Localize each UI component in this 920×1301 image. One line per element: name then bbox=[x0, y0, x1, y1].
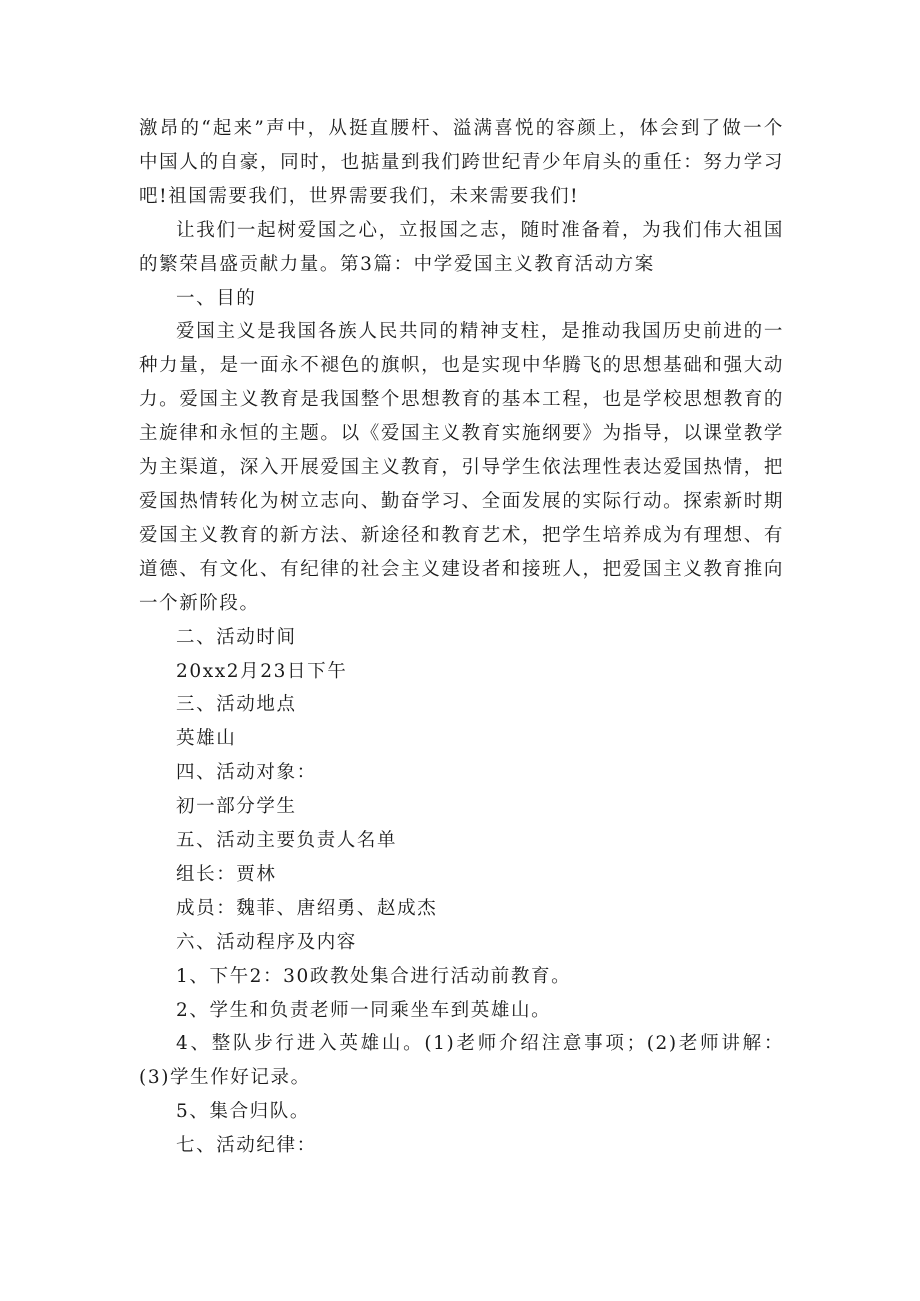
heading-activity-discipline: 七、活动纪律： bbox=[176, 1135, 317, 1157]
heading-purpose: 一、目的 bbox=[176, 287, 257, 309]
activity-time-value: 20xx2月23日下午 bbox=[176, 660, 348, 682]
heading-activity-location: 三、活动地点 bbox=[176, 694, 297, 716]
group-leader: 组长：贾林 bbox=[176, 863, 277, 885]
heading-program-content: 六、活动程序及内容 bbox=[176, 931, 357, 953]
group-members: 成员：魏菲、唐绍勇、赵成杰 bbox=[176, 897, 438, 919]
program-step: 1、下午2：30政教处集合进行活动前教育。 bbox=[176, 965, 572, 987]
heading-activity-participants: 四、活动对象： bbox=[176, 762, 317, 784]
program-step: 4、整队步行进入英雄山。(1)老师介绍注意事项；(2)老师讲解：(3)学生作好记录。 bbox=[139, 1033, 784, 1089]
document-body bbox=[139, 112, 784, 1163]
activity-participants-value: 初一部分学生 bbox=[176, 796, 297, 818]
program-step: 5、集合归队。 bbox=[176, 1101, 310, 1123]
paragraph-continuation: 激昂的“起来”声中，从挺直腰杆、溢满喜悦的容颜上，体会到了做一个中国人的自豪，同时，也掂量到我们跨世纪青少年肩头的重任：努力学习吧!祖国需要我们，世界需要我们，未来需要我们! bbox=[139, 118, 784, 207]
heading-responsible-persons: 五、活动主要负责人名单 bbox=[176, 830, 398, 852]
program-step: 2、学生和负责老师一同乘坐车到英雄山。 bbox=[176, 999, 552, 1021]
activity-location-value: 英雄山 bbox=[176, 728, 237, 750]
paragraph-purpose: 爱国主义是我国各族人民共同的精神支柱，是推动我国历史前进的一种力量，是一面永不褪色的旗帜，也是实现中华腾飞的思想基础和强大动力。爱国主义教育是我国整个思想教育的基本工程，也是学校思想教育的主旋律和永恒的主题。以《爱国主义教育实施纲要》为指导，以课堂教学为主渠道，深入开展爱国主义教育，引导学生依法理性表达爱国热情，把爱国热情转化为树立志向、勤奋学习、全面发展的实际行动。探索新时期爱国主义教育的新方法、新途径和教育艺术，把学生培养成为有理想、有道德、有文化、有纪律的社会主义建设者和接班人，把爱国主义教育推向一个新阶段。 bbox=[139, 321, 784, 614]
heading-activity-time: 二、活动时间 bbox=[176, 626, 297, 648]
paragraph-call-to-action: 让我们一起树爱国之心，立报国之志，随时准备着，为我们伟大祖国的繁荣昌盛贡献力量。第3篇：中学爱国主义教育活动方案 bbox=[139, 219, 784, 275]
